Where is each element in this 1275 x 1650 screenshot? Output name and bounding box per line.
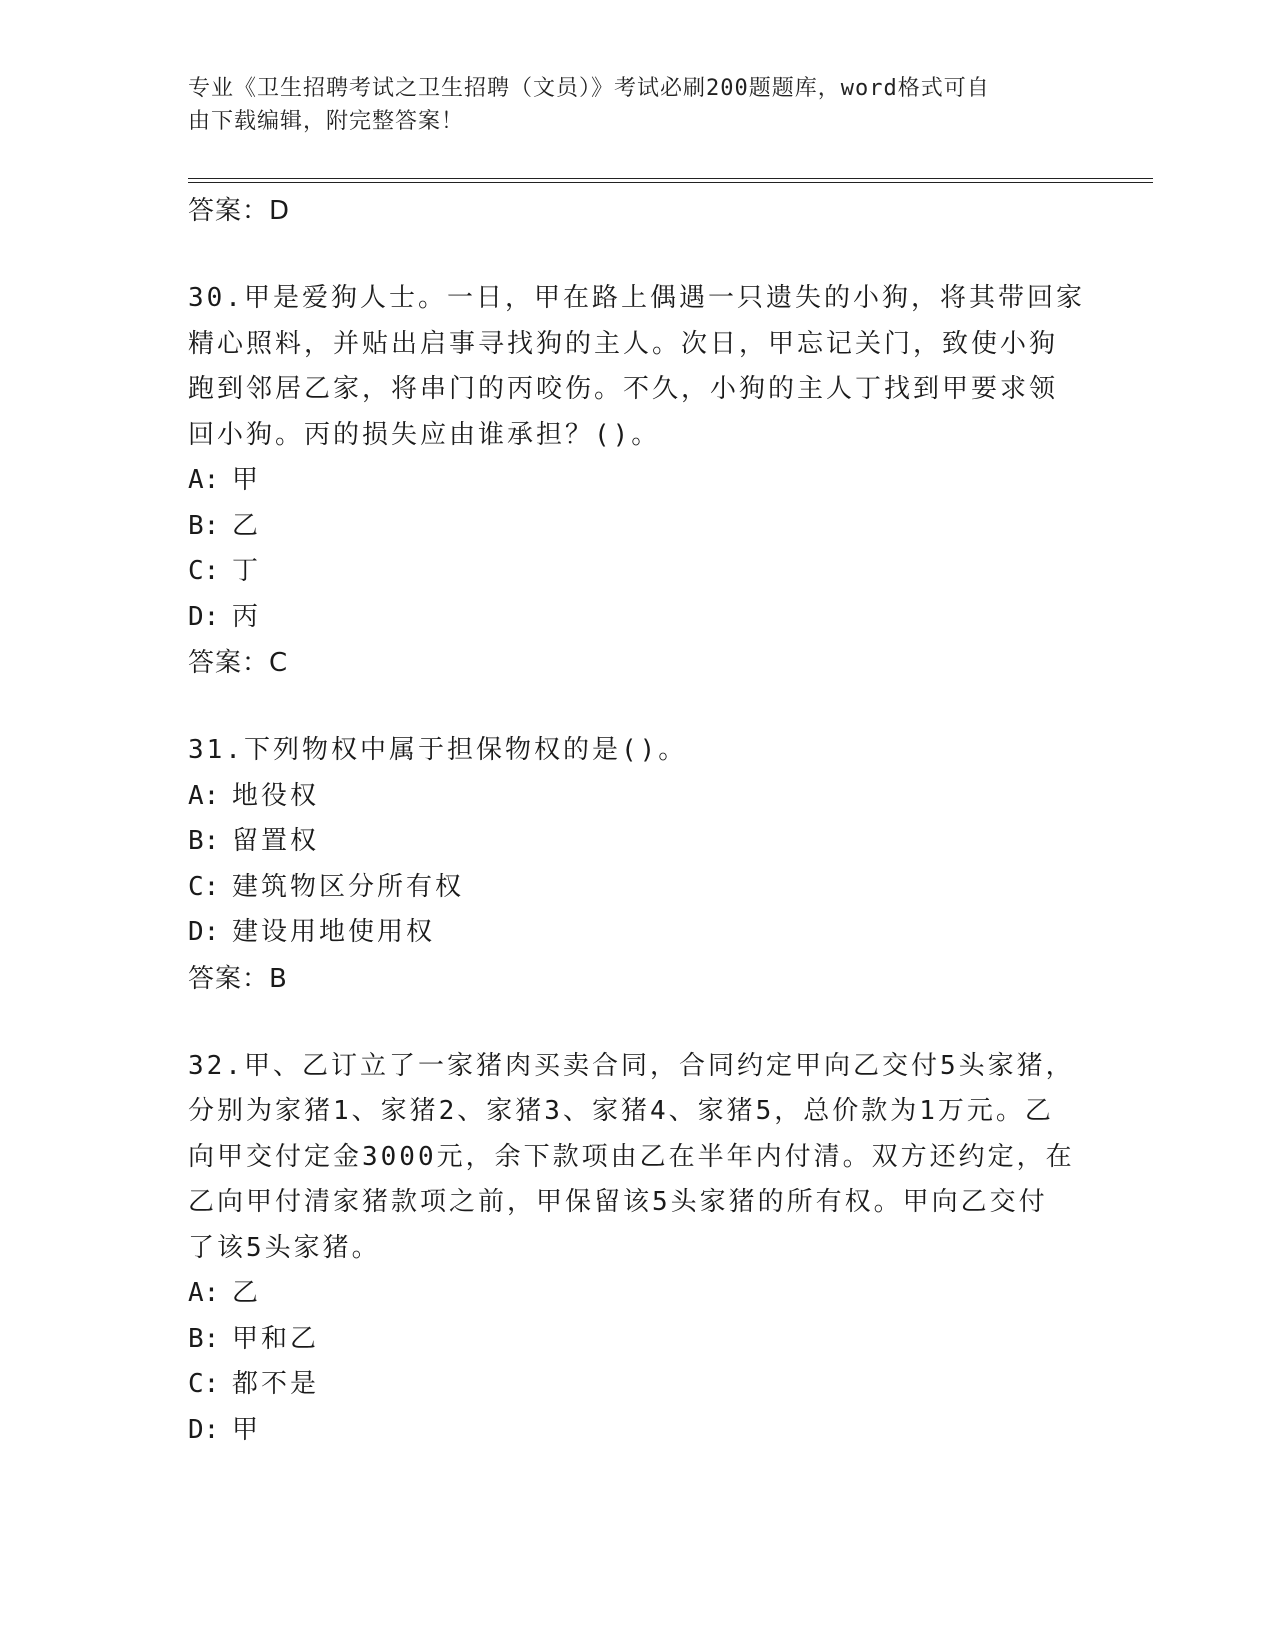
option-text: 都不是 [232,1369,320,1399]
stem-line: 向甲交付定金3000元，余下款项由乙在半年内付清。双方还约定，在 [188,1141,1075,1172]
stem-line: 乙向甲付清家猪款项之前，甲保留该5头家猪的所有权。甲向乙交付 [188,1187,1048,1217]
option-text: 地役权 [232,780,320,811]
option-text: 甲和乙 [232,1323,320,1354]
question-30 [188,276,1088,686]
option-a [188,458,1088,504]
option-b [188,504,1088,550]
option-d [188,910,1088,956]
option-text: 丙 [232,601,262,632]
option-key: C: [188,556,220,586]
stem-line: 32.甲、乙订立了一家猪肉买卖合同，合同约定甲向乙交付5头家猪， [188,1050,1075,1081]
option-text: 留置权 [232,826,320,856]
option-key: D: [188,601,220,632]
option-c [188,549,1088,595]
option-text: 甲 [232,1414,262,1445]
option-text: 建筑物区分所有权 [232,871,465,902]
header-divider [188,178,1153,179]
document-header [188,72,1068,138]
stem-line: 跑到邻居乙家，将串门的丙咬伤。不久，小狗的主人丁找到甲要求领 [188,374,1059,404]
option-b [188,1317,1088,1363]
header-divider [188,182,1153,183]
option-c [188,865,1088,911]
question-31 [188,728,1088,1002]
stem-line: 了该5头家猪。 [188,1232,381,1263]
stem-line: 精心照料，并贴出启事寻找狗的主人。次日，甲忘记关门，致使小狗 [188,328,1059,359]
answer-line: 答案：B [188,963,288,994]
answer-line: 答案：C [188,648,289,678]
option-text: 甲 [232,465,262,495]
option-key: A: [188,465,220,495]
option-key: C: [188,1369,220,1399]
question-stem [188,1044,1088,1272]
option-key: B: [188,1323,220,1354]
option-a [188,774,1088,820]
option-d [188,595,1088,641]
option-text: 建设用地使用权 [232,917,436,947]
question-32 [188,1044,1088,1454]
option-d [188,1408,1088,1454]
option-text: 乙 [232,510,262,541]
option-key: A: [188,780,220,811]
question-stem [188,276,1088,458]
option-key: C: [188,871,220,902]
option-key: D: [188,917,220,947]
stem-line: 30.甲是爱狗人士。一日，甲在路上偶遇一只遗失的小狗，将其带回家 [188,283,1085,313]
option-c [188,1362,1088,1408]
header-line: 由下载编辑，附完整答案！ [188,109,465,134]
answer-line: 答案：D [188,196,291,226]
option-key: B: [188,826,220,856]
option-b [188,819,1088,865]
stem-line: 31.下列物权中属于担保物权的是()。 [188,735,688,765]
option-key: B: [188,510,220,541]
option-text: 丁 [232,556,262,586]
option-a [188,1271,1088,1317]
stem-line: 回小狗。丙的损失应由谁承担？()。 [188,419,661,450]
stem-line: 分别为家猪1、家猪2、家猪3、家猪4、家猪5，总价款为1万元。乙 [188,1096,1054,1126]
option-key: A: [188,1278,220,1308]
question-stem [188,728,1088,774]
option-text: 乙 [232,1278,262,1308]
question-list [188,188,1088,1453]
option-key: D: [188,1414,220,1445]
header-line: 专业《卫生招聘考试之卫生招聘（文员）》考试必刷200题题库，word格式可自 [188,76,990,101]
